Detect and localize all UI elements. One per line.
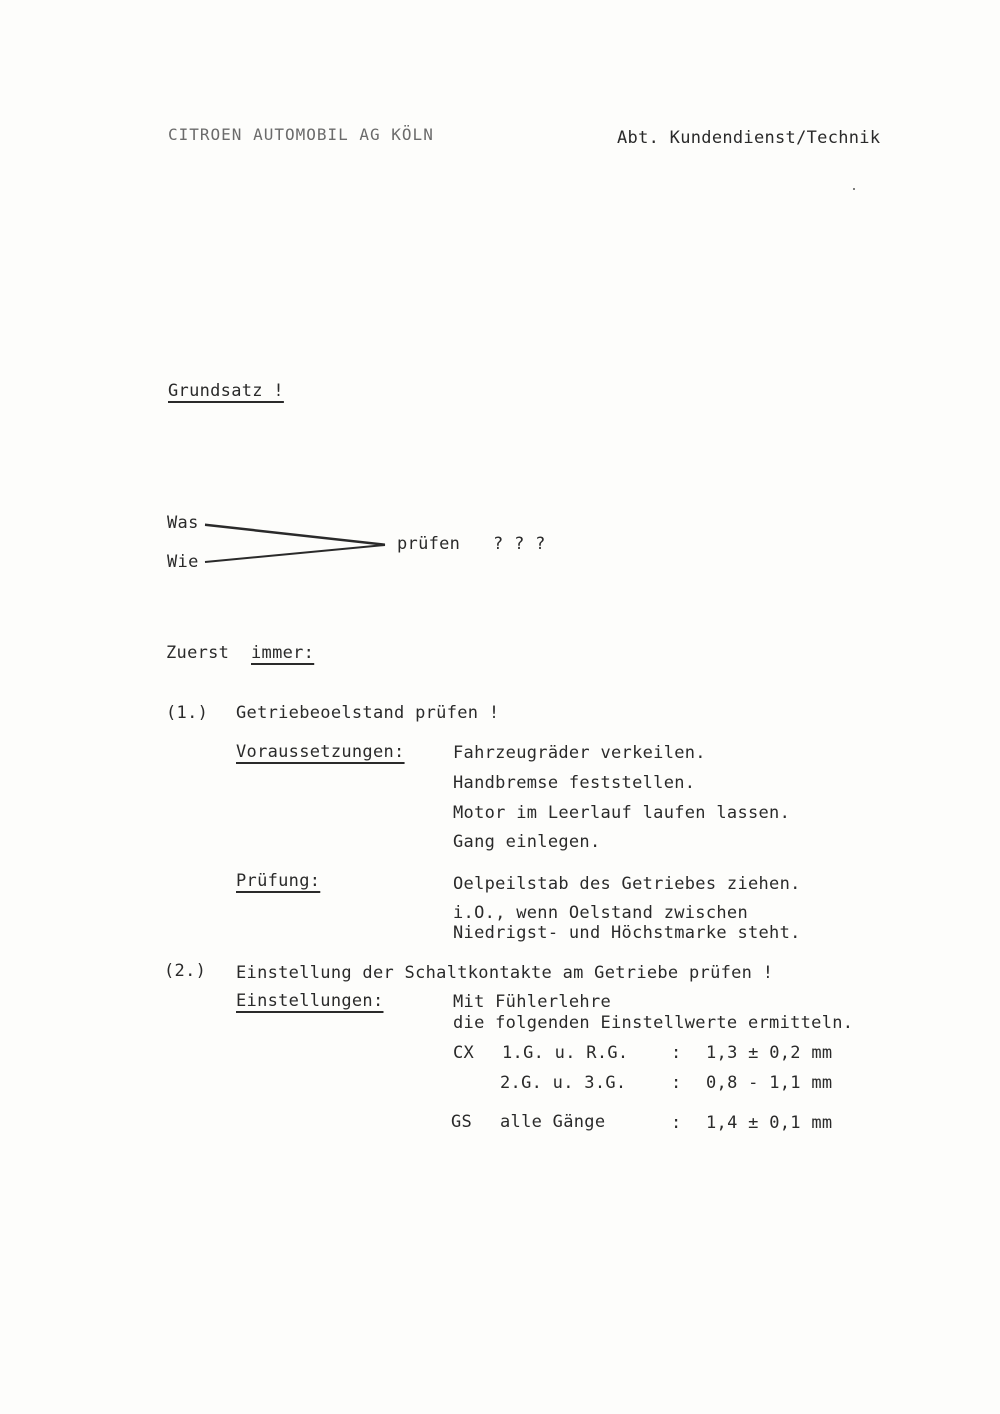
settings-row-model: CX xyxy=(453,1043,475,1063)
settings-label: Einstellungen: xyxy=(236,991,384,1011)
settings-row-sep: : xyxy=(671,1043,682,1063)
paper-speck xyxy=(853,188,855,190)
test-line: i.O., wenn Oelstand zwischen xyxy=(453,903,748,923)
test-line: Niedrigst- und Höchstmarke steht. xyxy=(453,923,801,943)
test-line: Oelpeilstab des Getriebes ziehen. xyxy=(453,874,801,894)
test-label: Prüfung: xyxy=(236,871,321,891)
question-marks: ? ? ? xyxy=(493,534,546,554)
settings-row-sep: : xyxy=(671,1073,682,1093)
settings-row-sep: : xyxy=(671,1113,682,1133)
prereq-item: Gang einlegen. xyxy=(453,832,601,852)
settings-row-gears: alle Gänge xyxy=(500,1112,606,1132)
wie-label: Wie xyxy=(167,552,199,572)
settings-line: Mit Fühlerlehre xyxy=(453,992,612,1012)
step2-number: (2.) xyxy=(164,961,207,981)
settings-row-gears: 1.G. u. R.G. xyxy=(502,1043,629,1063)
step1-number: (1.) xyxy=(166,703,209,723)
prereq-item: Fahrzeugräder verkeilen. xyxy=(453,743,706,763)
settings-row-value: 1,3 ± 0,2 mm xyxy=(706,1043,833,1063)
prereq-item: Motor im Leerlauf laufen lassen. xyxy=(453,803,791,823)
settings-row-value: 0,8 - 1,1 mm xyxy=(706,1073,833,1093)
was-label: Was xyxy=(167,513,199,533)
first-emphasis: immer: xyxy=(251,643,315,663)
principle-heading: Grundsatz ! xyxy=(168,381,284,401)
prereq-label: Voraussetzungen: xyxy=(236,742,405,762)
converging-lines-diagram xyxy=(195,515,395,575)
step2-title: Einstellung der Schaltkontakte am Getriebe prüfen ! xyxy=(236,963,774,983)
pruefen-label: prüfen xyxy=(397,534,461,554)
step1-title: Getriebeoelstand prüfen ! xyxy=(236,703,500,723)
department-name: Abt. Kundendienst/Technik xyxy=(617,128,881,148)
company-name: CITROEN AUTOMOBIL AG KÖLN xyxy=(168,125,434,144)
first-prefix: Zuerst xyxy=(166,643,230,663)
settings-row-value: 1,4 ± 0,1 mm xyxy=(706,1113,833,1133)
settings-line: die folgenden Einstellwerte ermitteln. xyxy=(453,1013,854,1033)
settings-row-gears: 2.G. u. 3.G. xyxy=(500,1073,627,1093)
prereq-item: Handbremse feststellen. xyxy=(453,773,696,793)
settings-row-model: GS xyxy=(451,1112,473,1132)
